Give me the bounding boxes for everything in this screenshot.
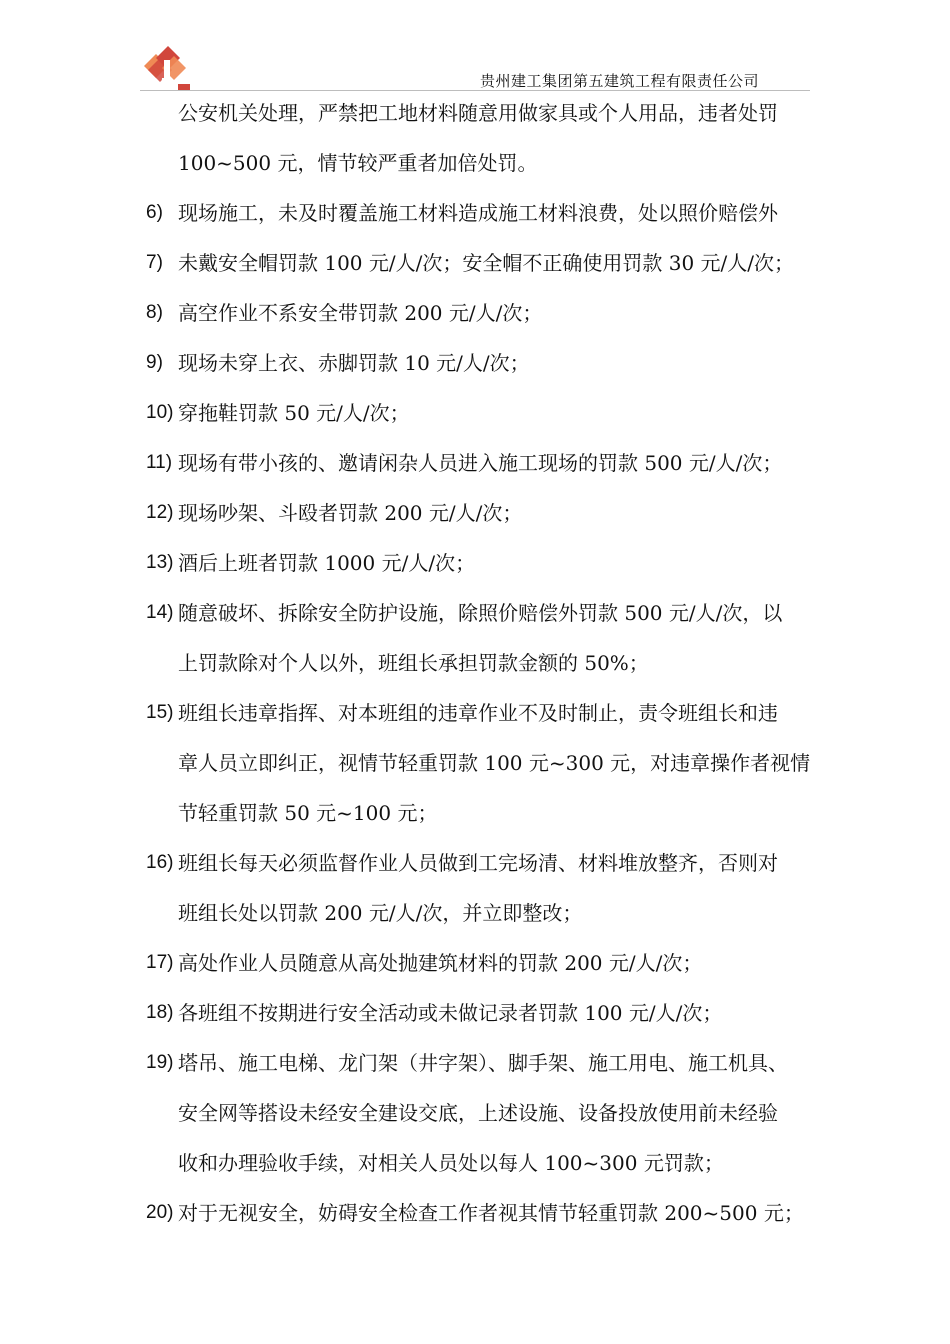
list-item-continuation (140, 738, 852, 788)
list-item (140, 388, 852, 438)
list-item-text: 现场吵架、斗殴者罚款 200 元/人/次； (178, 501, 523, 525)
list-item-text: 酒后上班者罚款 1000 元/人/次； (178, 551, 476, 575)
list-item-text: 对于无视安全，妨碍安全检查工作者视其情节轻重罚款 200~500 元； (178, 1201, 804, 1225)
list-item-text: 高空作业不系安全带罚款 200 元/人/次； (178, 301, 543, 325)
list-item-continuation (140, 1138, 852, 1188)
list-item-number: 13) (146, 552, 174, 573)
list-item-continuation (140, 638, 852, 688)
list-item-text: 现场未穿上衣、赤脚罚款 10 元/人/次； (178, 351, 530, 375)
list-item-number: 9) (146, 352, 163, 373)
list-item (140, 838, 852, 888)
list-item-text: 各班组不按期进行安全活动或未做记录者罚款 100 元/人/次； (178, 1001, 723, 1025)
list-item-number: 11) (146, 452, 173, 473)
list-item (140, 338, 852, 388)
list-item-text: 公安机关处理，严禁把工地材料随意用做家具或个人用品，违者处罚 (178, 101, 778, 125)
list-item-number: 20) (146, 1202, 174, 1223)
list-item-number: 15) (146, 702, 174, 723)
list-item-text: 现场施工，未及时覆盖施工材料造成施工材料浪费，处以照价赔偿外 (178, 201, 778, 225)
list-item-text: 100~500 元，情节较严重者加倍处罚。 (178, 151, 538, 175)
company-logo-icon (140, 46, 192, 92)
list-item-continuation (140, 888, 852, 938)
list-item-continuation (140, 88, 852, 138)
list-item-text: 穿拖鞋罚款 50 元/人/次； (178, 401, 410, 425)
list-item-text: 塔吊、施工电梯、龙门架（井字架）、脚手架、施工用电、施工机具、 (178, 1051, 788, 1075)
document-body (140, 88, 852, 1238)
list-item (140, 438, 852, 488)
list-item-number: 16) (146, 852, 174, 873)
list-item-text: 安全网等搭设未经安全建设交底，上述设施、设备投放使用前未经验 (178, 1101, 778, 1125)
list-item-continuation (140, 1088, 852, 1138)
list-item (140, 1038, 852, 1088)
list-item (140, 488, 852, 538)
list-item (140, 288, 852, 338)
list-item-text: 未戴安全帽罚款 100 元/人/次；安全帽不正确使用罚款 30 元/人/次； (178, 251, 795, 275)
list-item-text: 上罚款除对个人以外，班组长承担罚款金额的 50%； (178, 651, 649, 675)
page-header (0, 0, 950, 96)
list-item (140, 1188, 852, 1238)
list-item-number: 10) (146, 402, 174, 423)
list-item (140, 588, 852, 638)
list-item-text: 班组长每天必须监督作业人员做到工完场清、材料堆放整齐，否则对 (178, 851, 778, 875)
list-item-text: 章人员立即纠正，视情节轻重罚款 100 元~300 元，对违章操作者视情 (178, 751, 811, 775)
list-item (140, 538, 852, 588)
list-item-text: 收和办理验收手续，对相关人员处以每人 100~300 元罚款； (178, 1151, 724, 1175)
list-item-text: 节轻重罚款 50 元~100 元； (178, 801, 438, 825)
list-item-text: 随意破坏、拆除安全防护设施，除照价赔偿外罚款 500 元/人/次，以 (178, 601, 783, 625)
list-item-text: 班组长处以罚款 200 元/人/次，并立即整改； (178, 901, 583, 925)
list-item (140, 988, 852, 1038)
list-item-number: 17) (146, 952, 174, 973)
list-item-number: 19) (146, 1052, 174, 1073)
list-item (140, 238, 852, 288)
list-item (140, 188, 852, 238)
list-item-text: 高处作业人员随意从高处抛建筑材料的罚款 200 元/人/次； (178, 951, 703, 975)
list-item-continuation (140, 788, 852, 838)
list-item-number: 14) (146, 602, 174, 623)
list-item-number: 7) (146, 252, 163, 273)
list-item (140, 688, 852, 738)
company-name: 贵州建工集团第五建筑工程有限责任公司 (480, 72, 760, 90)
list-item-text: 现场有带小孩的、邀请闲杂人员进入施工现场的罚款 500 元/人/次； (178, 451, 783, 475)
list-item-number: 12) (146, 502, 174, 523)
list-item-text: 班组长违章指挥、对本班组的违章作业不及时制止，责令班组长和违 (178, 701, 778, 725)
list-item-number: 18) (146, 1002, 174, 1023)
list-item (140, 938, 852, 988)
list-item-continuation (140, 138, 852, 188)
list-item-number: 8) (146, 302, 163, 323)
list-item-number: 6) (146, 202, 163, 223)
